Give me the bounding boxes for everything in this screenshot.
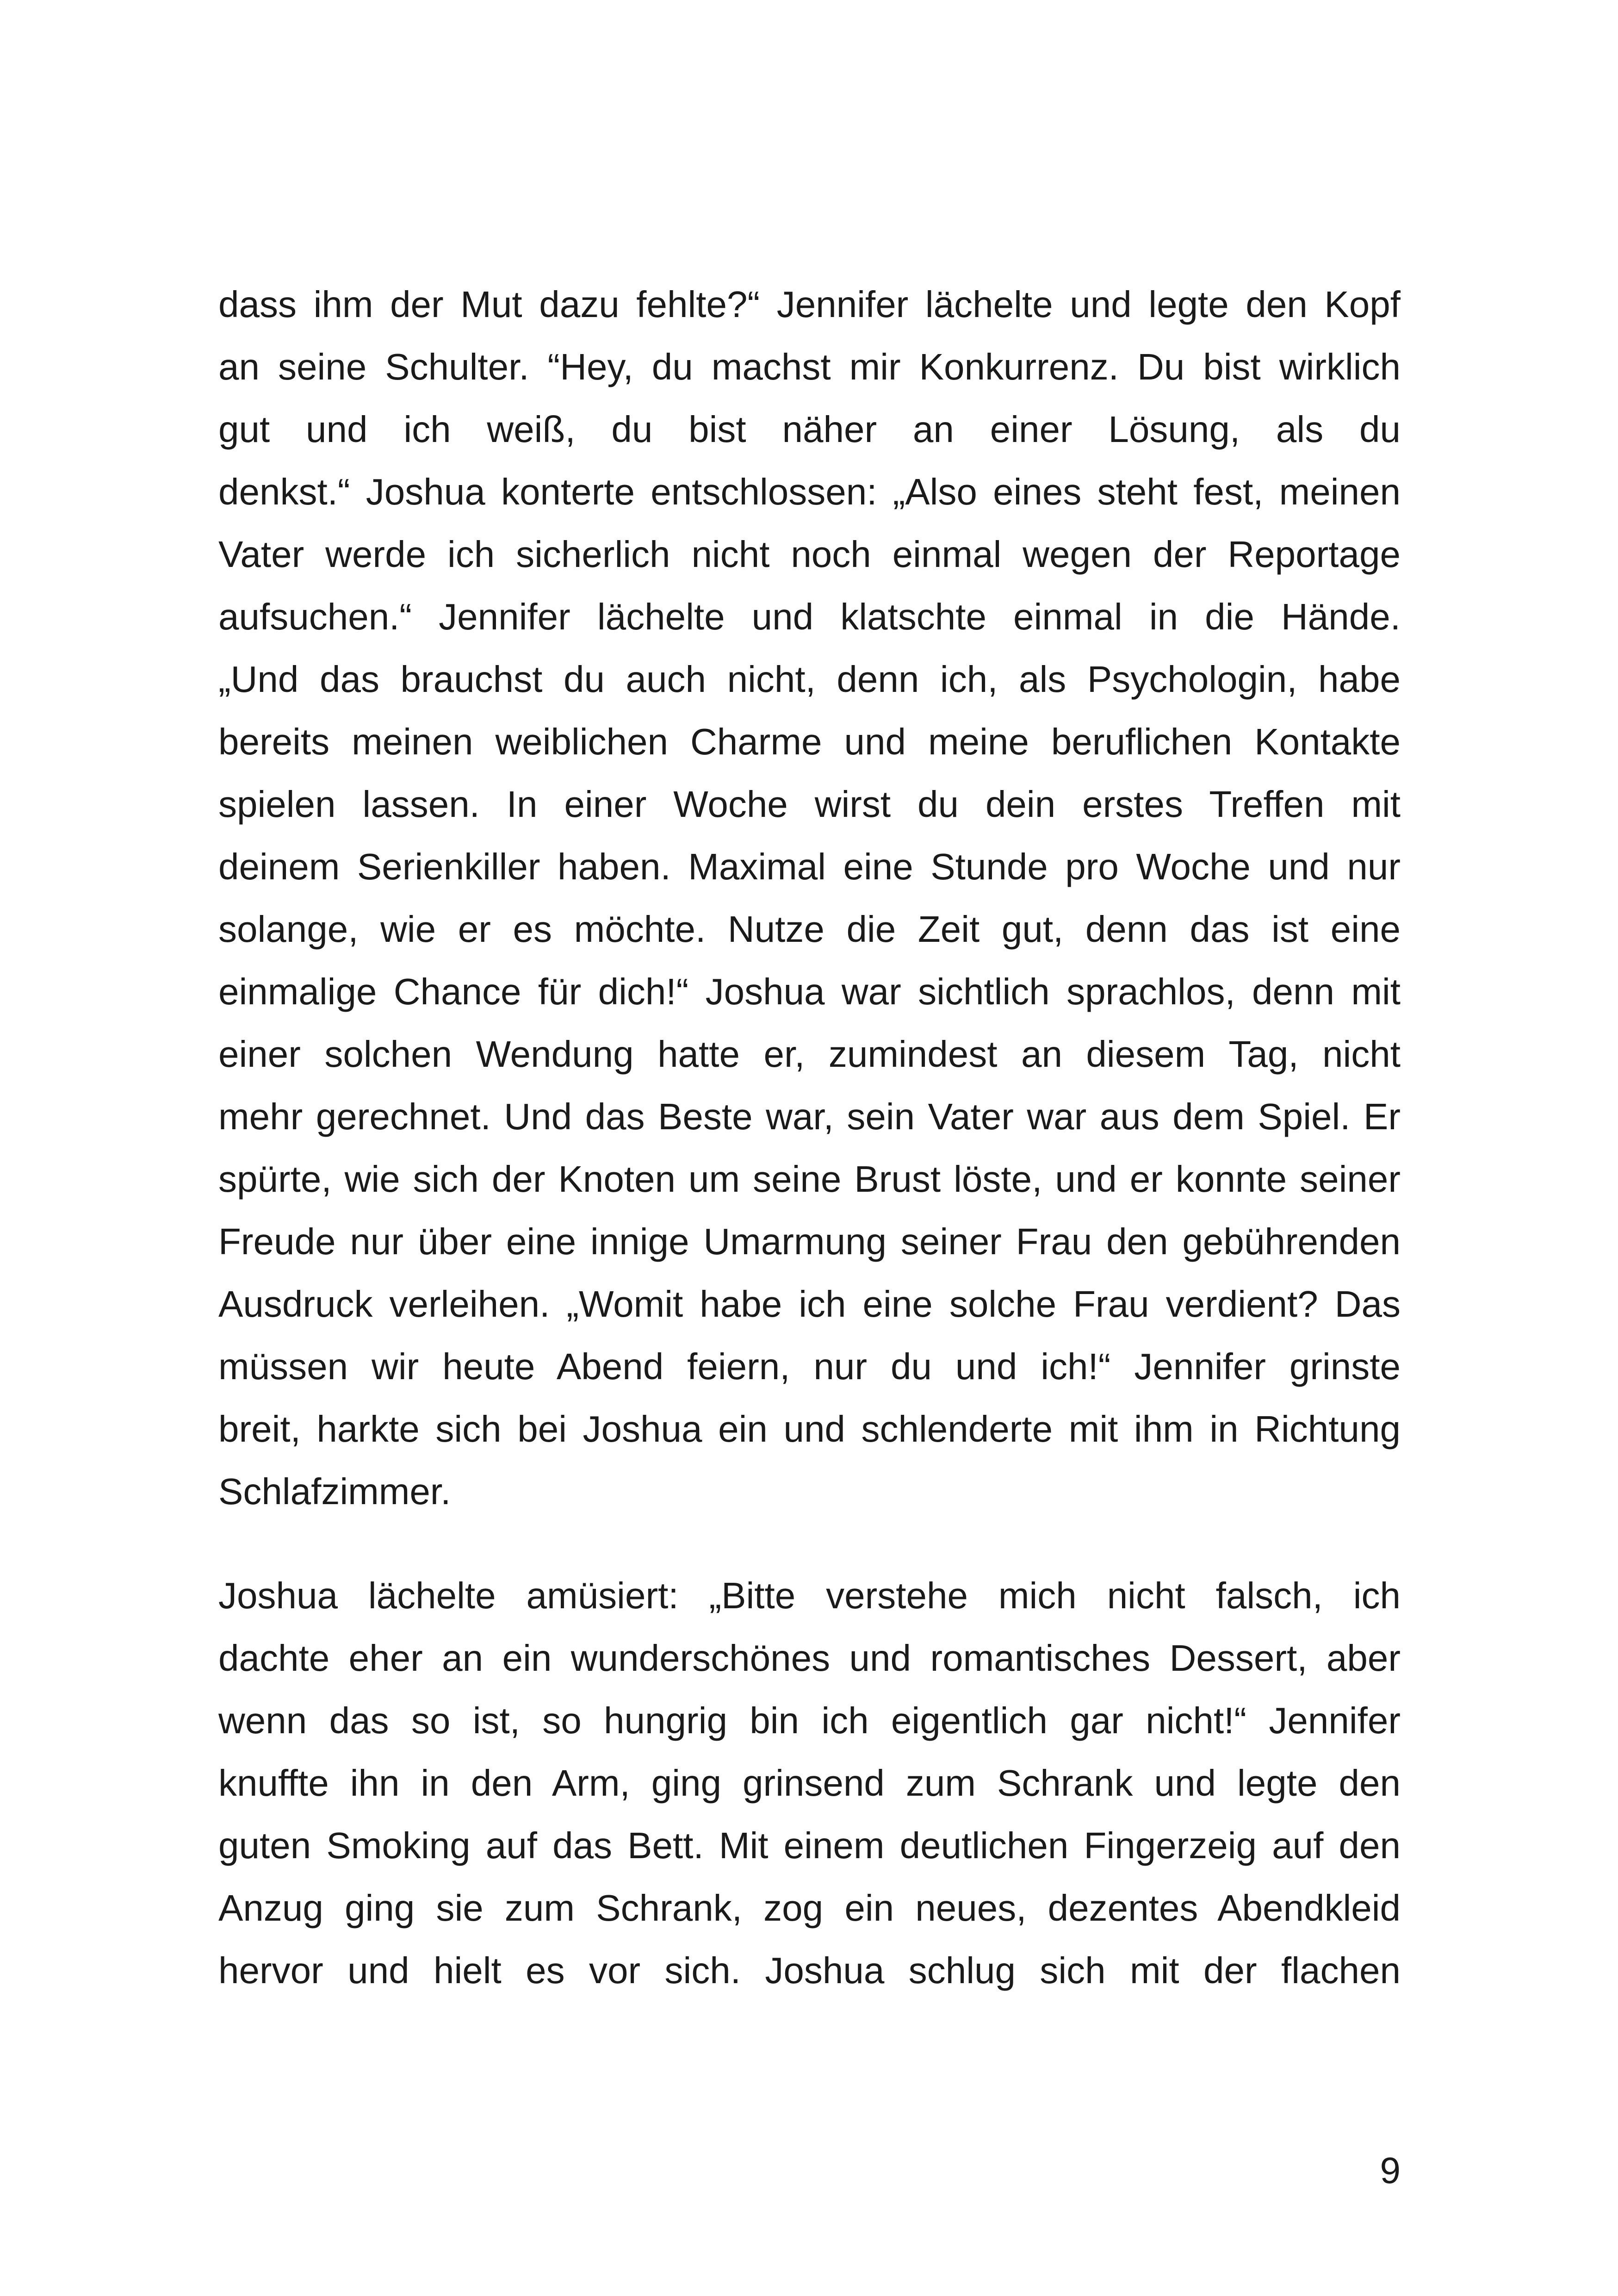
text-line: gut und ich weiß, du bist näher an einer Lösung, als du xyxy=(218,409,1401,450)
text-line: spürte, wie sich der Knoten um seine Brust löste, und er konnte seiner xyxy=(218,1158,1401,1200)
text-line: Ausdruck verleihen. „Womit habe ich eine solche Frau verdient? Das xyxy=(218,1283,1401,1325)
text-line: einer solchen Wendung hatte er, zumindest an diesem Tag, nicht xyxy=(218,1033,1401,1075)
text-line: hervor und hielt es vor sich. Joshua schlug sich mit der flachen xyxy=(218,1950,1401,1991)
text-line: Schlafzimmer. xyxy=(218,1471,451,1512)
text-line: breit, harkte sich bei Joshua ein und schlenderte mit ihm in Richtung xyxy=(218,1408,1401,1450)
text-line: Vater werde ich sicherlich nicht noch einmal wegen der Reportage xyxy=(218,534,1401,575)
text-line: spielen lassen. In einer Woche wirst du dein erstes Treffen mit xyxy=(218,784,1401,825)
text-line: guten Smoking auf das Bett. Mit einem deutlichen Fingerzeig auf den xyxy=(218,1825,1401,1866)
paragraph-1 xyxy=(218,273,1401,1523)
text-line: denkst.“ Joshua konterte entschlossen: „Also eines steht fest, meinen xyxy=(218,471,1401,512)
text-line: einmalige Chance für dich!“ Joshua war sichtlich sprachlos, denn mit xyxy=(218,971,1401,1012)
text-line: Joshua lächelte amüsiert: „Bitte verstehe mich nicht falsch, ich xyxy=(218,1575,1401,1616)
text-line: müssen wir heute Abend feiern, nur du und ich!“ Jennifer grinste xyxy=(218,1346,1401,1387)
text-line: aufsuchen.“ Jennifer lächelte und klatschte einmal in die Hände. xyxy=(218,596,1401,637)
text-line: Freude nur über eine innige Umarmung seiner Frau den gebührenden xyxy=(218,1221,1401,1262)
text-line: solange, wie er es möchte. Nutze die Zeit gut, denn das ist eine xyxy=(218,908,1401,950)
text-line: Anzug ging sie zum Schrank, zog ein neues, dezentes Abendkleid xyxy=(218,1887,1401,1929)
text-line: mehr gerechnet. Und das Beste war, sein Vater war aus dem Spiel. Er xyxy=(218,1096,1401,1137)
text-line: dachte eher an ein wunderschönes und romantisches Dessert, aber xyxy=(218,1637,1401,1679)
text-line: dass ihm der Mut dazu fehlte?“ Jennifer lächelte und legte den Kopf xyxy=(218,284,1401,325)
paragraph-2 xyxy=(218,1564,1401,2002)
text-line: wenn das so ist, so hungrig bin ich eigentlich gar nicht!“ Jennifer xyxy=(218,1700,1401,1741)
text-line: an seine Schulter. “Hey, du machst mir Konkurrenz. Du bist wirklich xyxy=(218,346,1401,387)
text-line: knuffte ihn in den Arm, ging grinsend zum Schrank und legte den xyxy=(218,1762,1401,1804)
text-line: „Und das brauchst du auch nicht, denn ich, als Psychologin, habe xyxy=(218,659,1401,700)
text-line: deinem Serienkiller haben. Maximal eine Stunde pro Woche und nur xyxy=(218,846,1401,887)
page-number: 9 xyxy=(1380,2150,1401,2191)
text-line: bereits meinen weiblichen Charme und meine beruflichen Kontakte xyxy=(218,721,1401,762)
